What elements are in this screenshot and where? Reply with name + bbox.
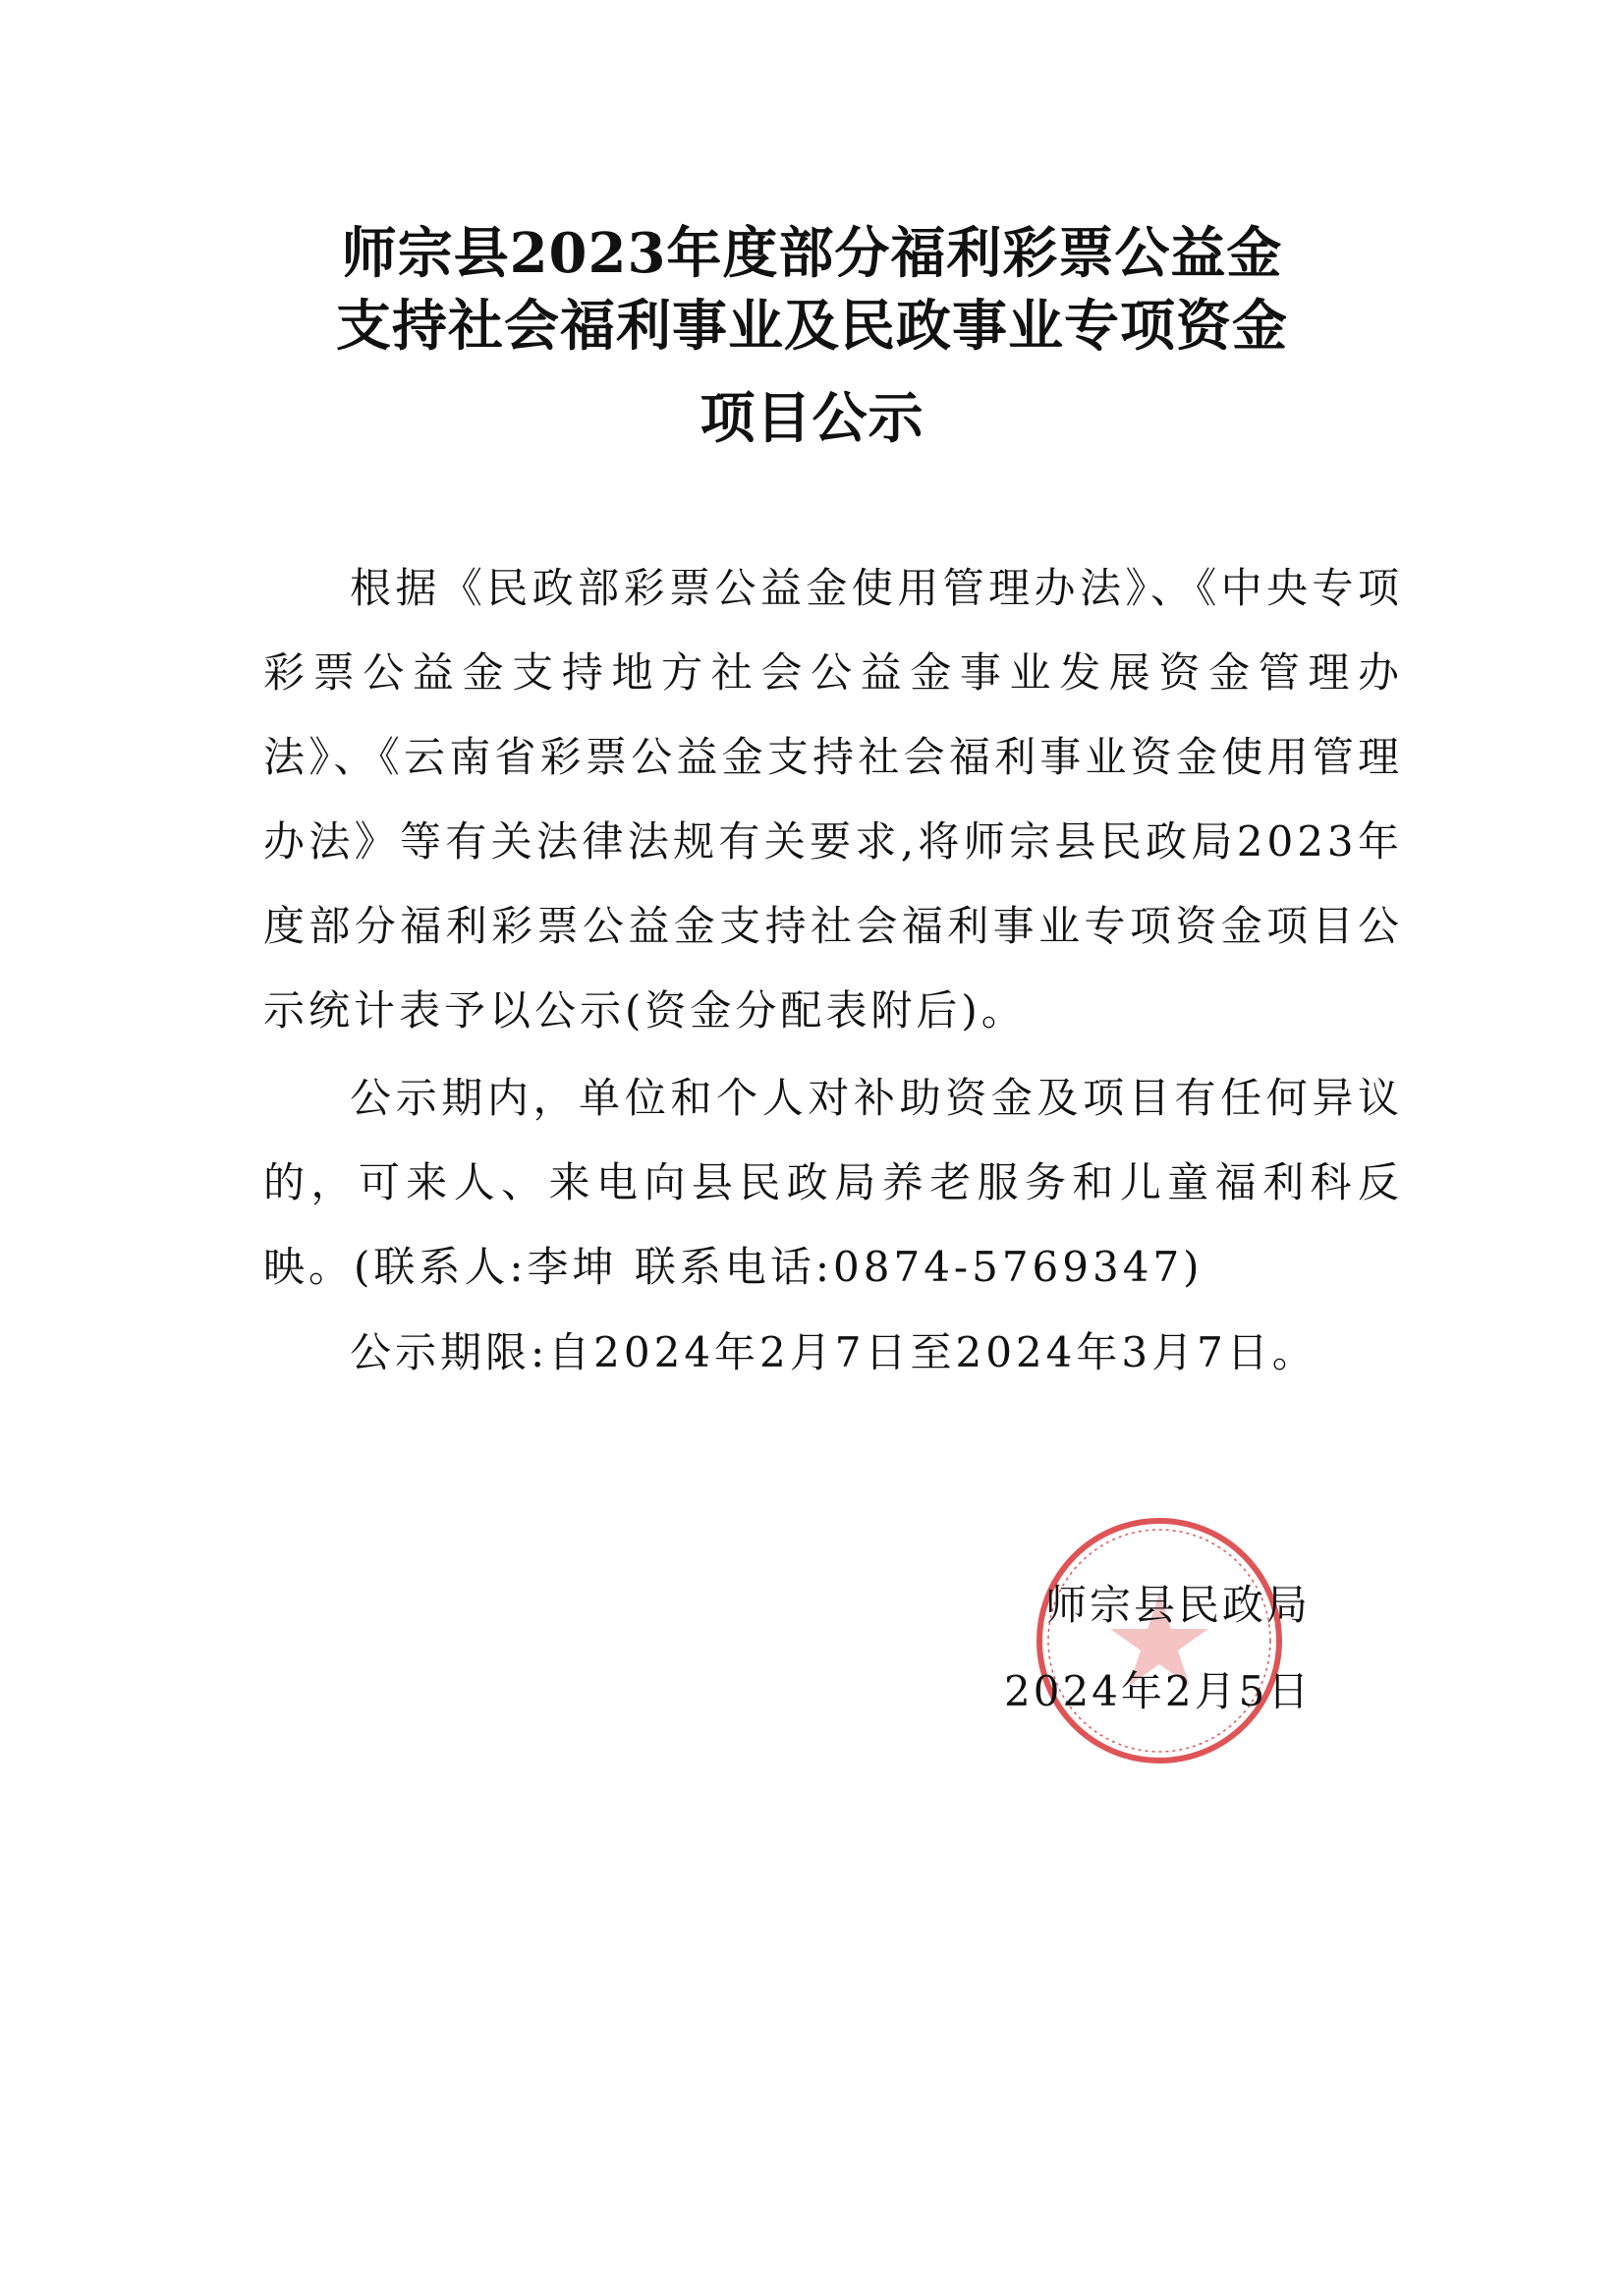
body-paragraph-period: 公示期限:自2024年2月7日至2024年3月7日。 [350,1328,1317,1376]
document-title-line-2: 支持社会福利事业及民政事业专项资金 [336,294,1288,359]
document-title-line-3: 项目公示 [700,386,924,451]
document-title-line-1: 师宗县2023年度部分福利彩票公益金 [341,221,1283,286]
signature-organization: 师宗县民政局 [1045,1581,1312,1629]
official-seal-icon [1032,1513,1287,1768]
signature-date: 2024年2月5日 [1004,1667,1313,1715]
body-paragraph-objection: 公示期内，单位和个人对补助资金及项目有任何异议的，可来人、来电向县民政局养老服务和儿童福利科反映。(联系人:李坤 联系电话:0874-5769347) [263,1074,1403,1291]
body-paragraph-basis: 根据《民政部彩票公益金使用管理办法》、《中央专项彩票公益金支持地方社会公益金事业发展资金管理办法》、《云南省彩票公益金支持社会福利事业资金使用管理办法》等有关法律法规有关要求,将师宗县民政局2023年度部分福利彩票公益金支持社会福利事业专项资金项目公示统计表予以公示(资金分配表附后)。 [263,564,1403,1035]
